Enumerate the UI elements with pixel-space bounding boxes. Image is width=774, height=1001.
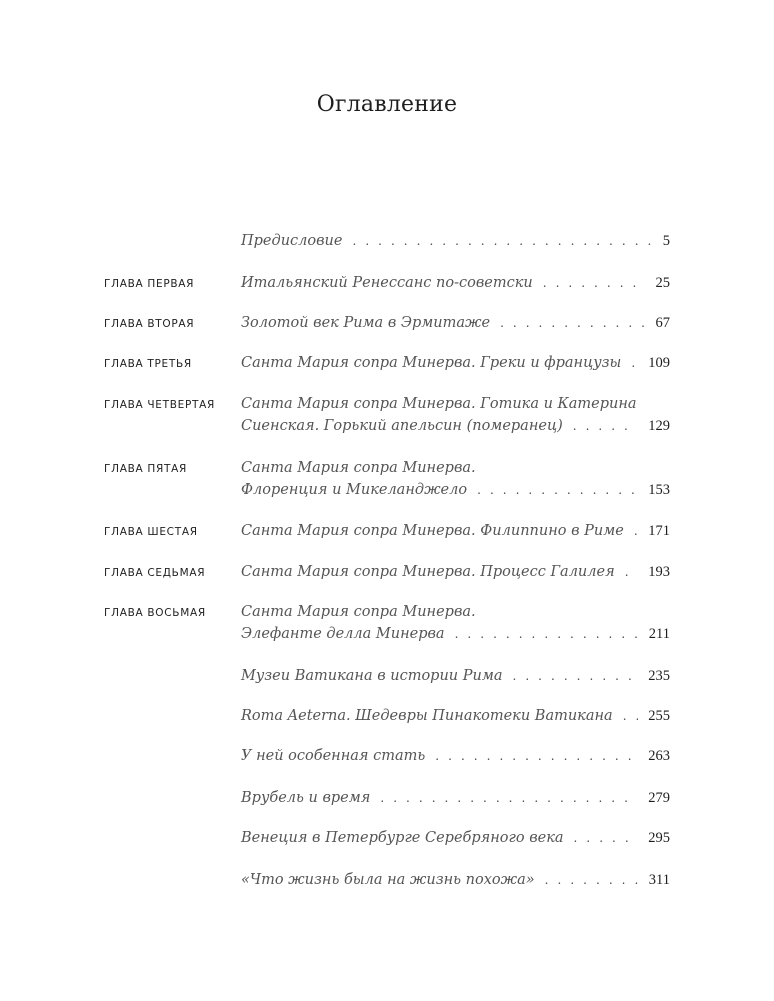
dot-leader [513, 665, 639, 687]
chapter-label: ГЛАВА ПЕРВАЯ [104, 278, 195, 290]
page-number: 311 [648, 872, 670, 888]
entry-title: Итальянский Ренессанс по-советски [241, 275, 533, 291]
dot-leader [573, 415, 639, 437]
entry-title: Предисловие [241, 233, 343, 249]
chapter-label: ГЛАВА ТРЕТЬЯ [104, 358, 192, 370]
entry-title: Roma Aeterna. Шедевры Пинакотеки Ватикана [241, 708, 613, 724]
page-number: 263 [648, 748, 670, 764]
page-number: 295 [648, 830, 670, 846]
entry-title-line1: Санта Мария сопра Минерва. Готика и Катерина [241, 396, 637, 412]
page-number: 193 [648, 564, 670, 580]
entry-title: «Что жизнь была на жизнь похожа» [241, 872, 535, 888]
dot-leader [543, 272, 646, 294]
toc-line [241, 665, 670, 687]
toc-line [241, 415, 670, 437]
page-number: 211 [648, 626, 670, 642]
page-number: 25 [655, 275, 670, 291]
page-title: Оглавление [316, 92, 458, 117]
dot-leader [455, 623, 639, 645]
page-number: 67 [655, 315, 670, 331]
page-number: 235 [648, 668, 670, 684]
toc-line [241, 230, 670, 252]
entry-title: Врубель и время [241, 790, 371, 806]
toc-line [241, 787, 670, 809]
toc-line [241, 561, 670, 583]
page-number: 5 [662, 233, 670, 249]
dot-leader [625, 561, 639, 583]
toc-line [241, 272, 670, 294]
toc-line [241, 705, 670, 727]
entry-title-line1: Санта Мария сопра Минерва. [241, 604, 476, 620]
dot-leader [352, 230, 652, 252]
page-number: 153 [648, 482, 670, 498]
page-number: 255 [648, 708, 670, 724]
toc-line [241, 623, 670, 645]
entry-title: Венеция в Петербурге Серебряного века [241, 830, 564, 846]
chapter-label: ГЛАВА ЧЕТВЕРТАЯ [104, 399, 216, 411]
toc-line [241, 479, 670, 501]
toc-line [241, 869, 670, 891]
chapter-label: ГЛАВА ВОСЬМАЯ [104, 607, 206, 619]
page-number: 171 [648, 523, 670, 539]
page-number: 129 [648, 418, 670, 434]
chapter-label: ГЛАВА ВТОРАЯ [104, 318, 195, 330]
toc-line [241, 312, 670, 334]
dot-leader [574, 827, 639, 849]
chapter-label: ГЛАВА ШЕСТАЯ [104, 526, 198, 538]
entry-title: Санта Мария сопра Минерва. Греки и французы [241, 355, 622, 371]
toc-line [241, 520, 670, 542]
dot-leader [631, 352, 638, 374]
dot-leader [380, 787, 638, 809]
toc-line [241, 827, 670, 849]
entry-title: Сиенская. Горький апельсин (померанец) [241, 418, 563, 434]
toc-line [241, 352, 670, 374]
chapter-label: ГЛАВА ПЯТАЯ [104, 463, 187, 475]
page-number: 109 [648, 355, 670, 371]
entry-title: Музеи Ватикана в истории Рима [241, 668, 503, 684]
dot-leader [545, 869, 639, 891]
dot-leader [623, 705, 639, 727]
entry-title: Флоренция и Микеланджело [241, 482, 468, 498]
toc-line [241, 745, 670, 767]
chapter-label: ГЛАВА СЕДЬМАЯ [104, 567, 206, 579]
dot-leader [634, 520, 638, 542]
entry-title: Элефанте делла Минерва [241, 626, 445, 642]
dot-leader [435, 745, 638, 767]
entry-title: Санта Мария сопра Минерва. Филиппино в Риме [241, 523, 624, 539]
dot-leader [500, 312, 645, 334]
dot-leader [477, 479, 638, 501]
entry-title: Золотой век Рима в Эрмитаже [241, 315, 491, 331]
entry-title-line1: Санта Мария сопра Минерва. [241, 460, 476, 476]
entry-title: У ней особенная стать [241, 748, 426, 764]
entry-title: Санта Мария сопра Минерва. Процесс Галилея [241, 564, 615, 580]
page-number: 279 [648, 790, 670, 806]
